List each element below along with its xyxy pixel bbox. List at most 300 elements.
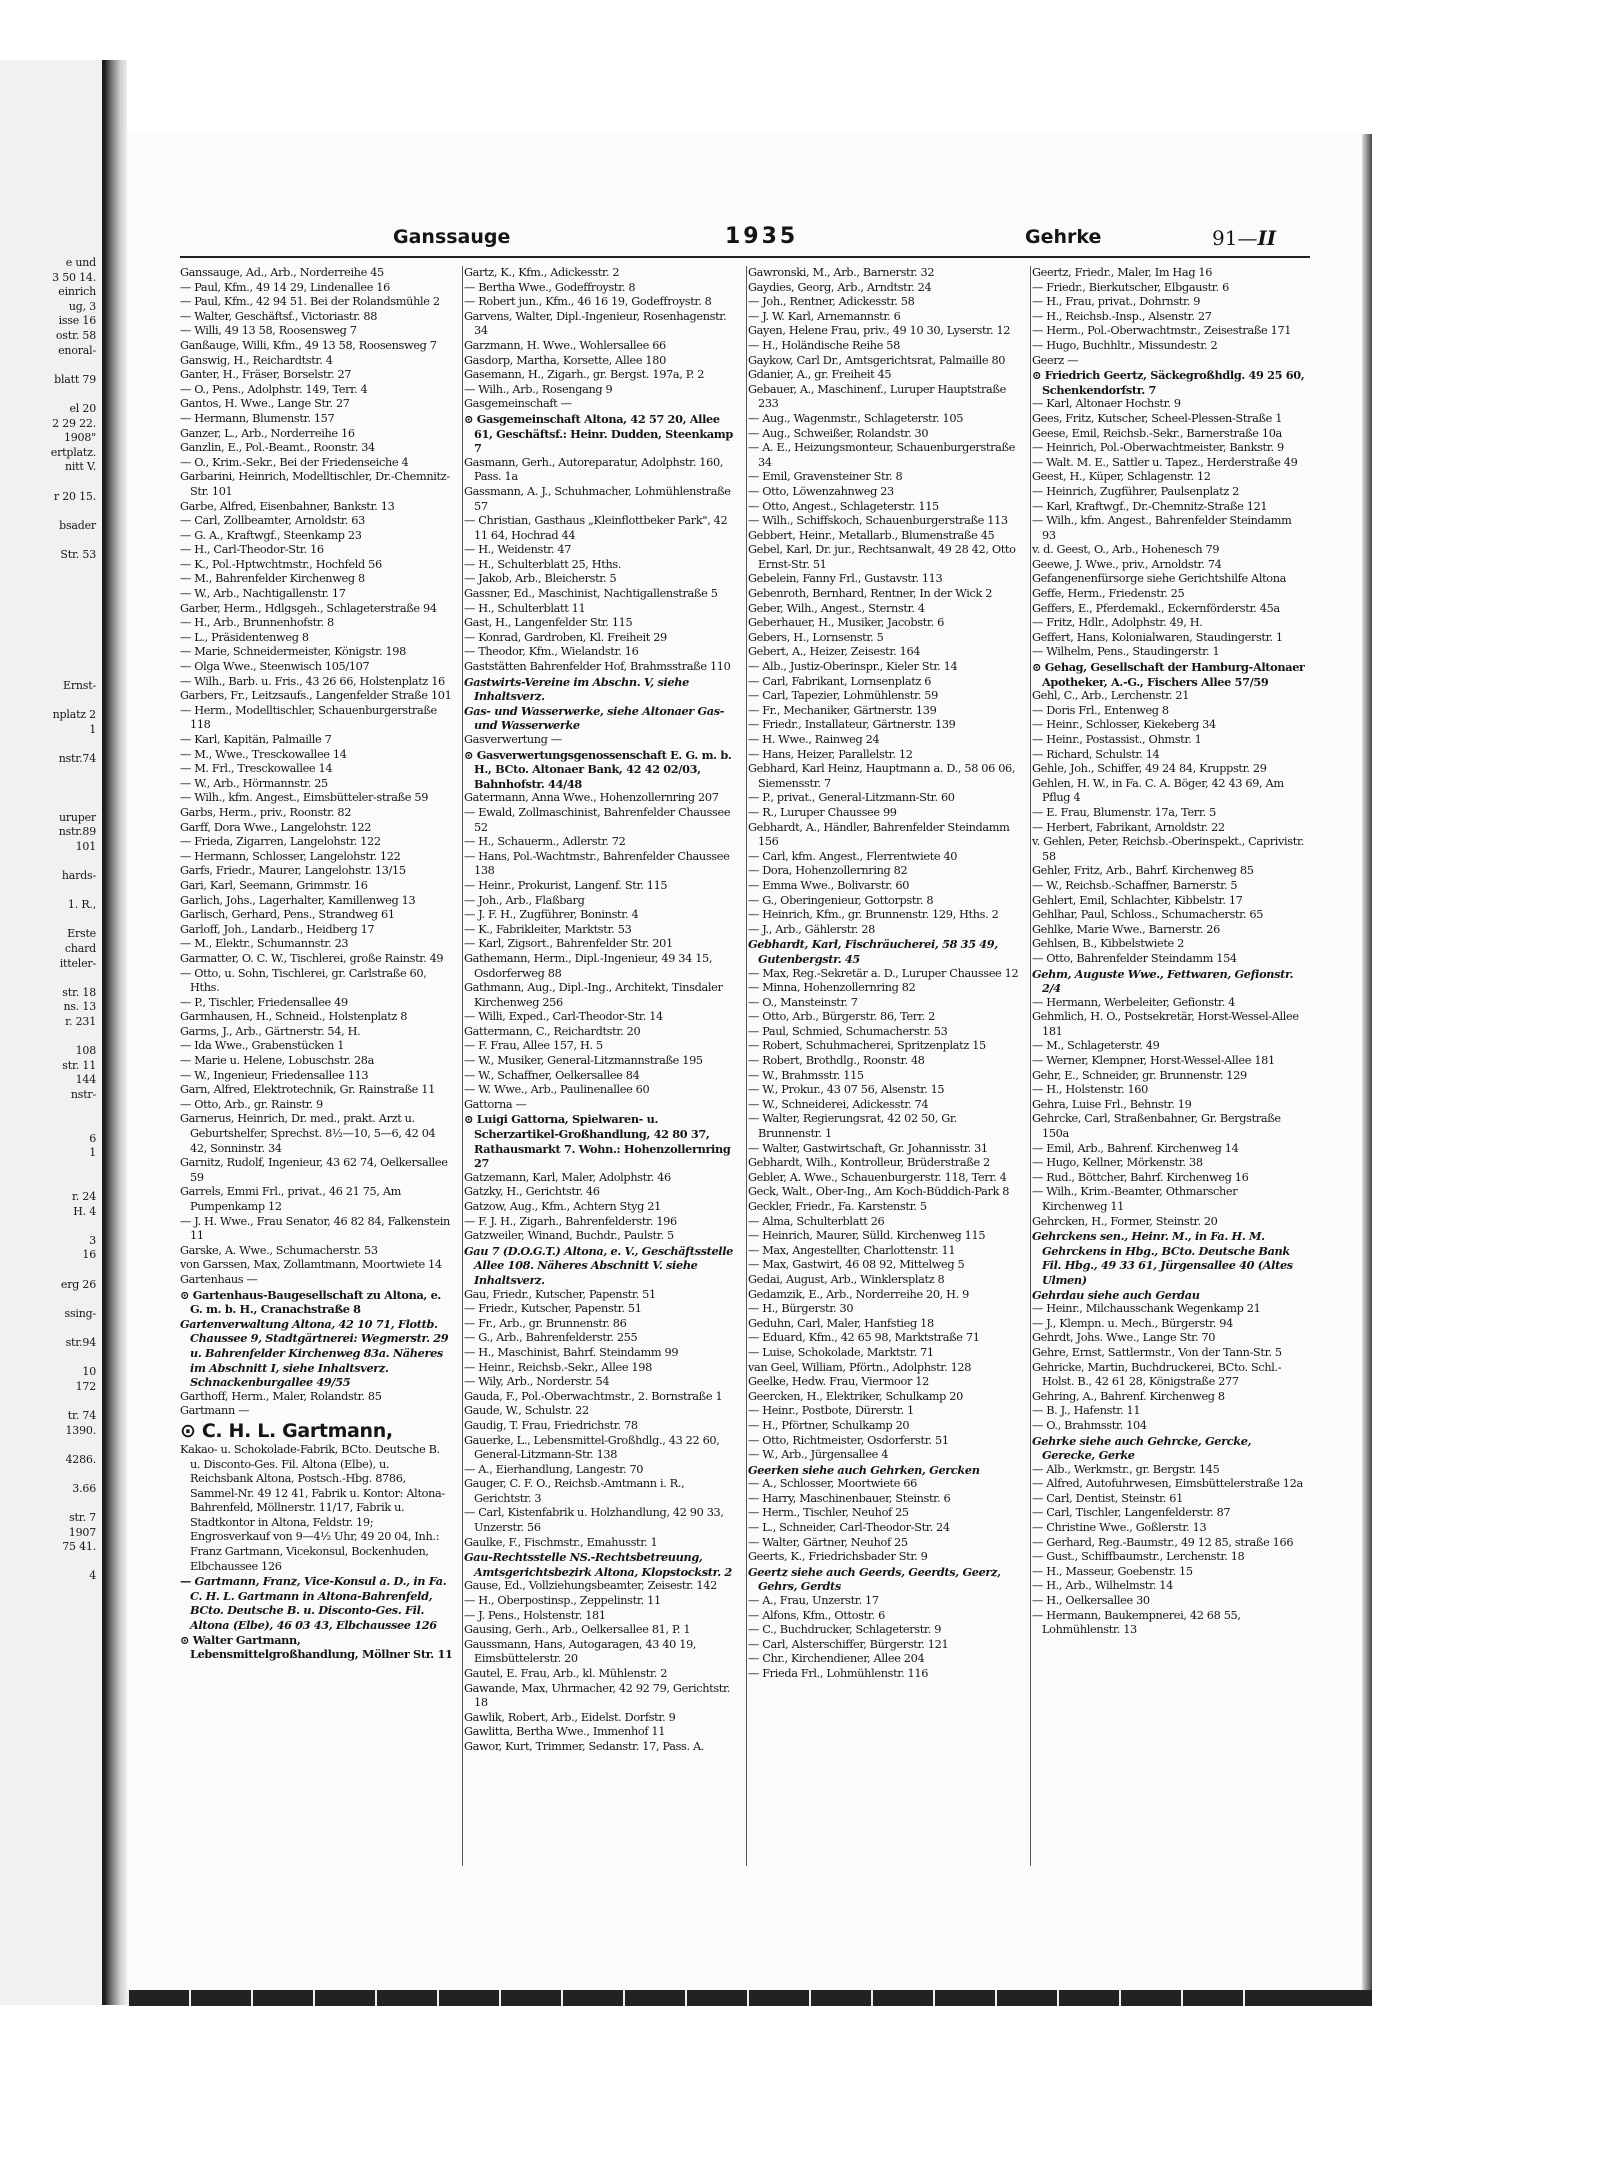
left-page-line (0, 1117, 102, 1132)
left-page-line (0, 1555, 102, 1570)
directory-entry: Garvens, Walter, Dipl.-Ingenieur, Rosenhagenstr. 34 (464, 309, 727, 338)
left-page-line: einrich (58, 285, 96, 299)
directory-entry: Garbs, Herm., priv., Roonstr. 82 (180, 805, 352, 819)
directory-entry: — Wilh., Barb. u. Fris., 43 26 66, Holstenplatz 16 (180, 674, 445, 688)
directory-entry: Garmhausen, H., Schneid., Holstenplatz 8 (180, 1010, 408, 1024)
directory-entry: — Walter, Regierungsrat, 42 02 50, Gr. Brunnenstr. 1 (748, 1112, 957, 1141)
directory-entry: — W., Schaffner, Oelkersallee 84 (464, 1068, 640, 1082)
directory-entry: Garzmann, H. Wwe., Wohlersallee 66 (464, 338, 666, 352)
left-page-line (0, 1029, 102, 1044)
directory-entry: van Geel, William, Pförtn., Adolphstr. 128 (748, 1360, 972, 1374)
directory-entry: — W., Schneiderei, Adickesstr. 74 (748, 1097, 929, 1111)
directory-entry: — G., Arb., Bahrenfelderstr. 255 (464, 1331, 638, 1345)
directory-entry: Gausing, Gerh., Arb., Oelkersallee 81, P. 1 (464, 1623, 691, 1637)
left-page-line: ug, 3 (68, 299, 96, 313)
directory-entry: Gebhardt, Wilh., Kontrolleur, Brüderstraße 2 (748, 1156, 990, 1170)
left-page-text-fragments (0, 256, 102, 1628)
left-page-line (0, 1351, 102, 1366)
left-page-line: 172 (75, 1379, 96, 1393)
left-page-line (0, 606, 102, 621)
left-page-line: tr. 74 (67, 1408, 96, 1422)
directory-entry: — Wily, Arb., Norderstr. 54 (464, 1375, 610, 1389)
directory-entry: — Heinr., Schlosser, Kiekeberg 34 (1032, 718, 1216, 732)
directory-entry: — H. Wwe., Rainweg 24 (748, 733, 880, 746)
directory-entry: — Emma Wwe., Bolivarstr. 60 (748, 878, 910, 892)
left-page-line (0, 971, 102, 986)
left-page-line (0, 1599, 102, 1614)
directory-entry: — Hermann, Werbeleiter, Gefionstr. 4 (1032, 995, 1236, 1009)
directory-entry: Gassmann, A. J., Schuhmacher, Lohmühlenstraße 57 (464, 484, 731, 513)
directory-entry: — Otto, Bahrenfelder Steindamm 154 (1032, 951, 1237, 965)
directory-entry: — L., Präsidentenweg 8 (180, 630, 309, 644)
directory-entry: — Heinr., Milchausschank Wegenkamp 21 (1032, 1302, 1261, 1316)
directory-entry: Gayen, Helene Frau, priv., 49 10 30, Lyserstr. 12 (748, 324, 1011, 338)
directory-entry: Gebert, A., Heizer, Zeisestr. 164 (748, 645, 921, 659)
directory-entry: ⊙ Gartenhaus-Baugesellschaft zu Altona, e. G. m. b. H., Cranachstraße 8 (180, 1287, 442, 1317)
directory-entry: — W., Arb., Nachtigallenstr. 17 (180, 587, 346, 601)
directory-entry: — Friedr., Installateur, Gärtnerstr. 139 (748, 718, 956, 732)
directory-entry: Gebhard, Karl Heinz, Hauptmann a. D., 58 06 06, Siemensstr. 7 (748, 762, 1016, 790)
directory-entry: Gehlert, Emil, Schlachter, Kibbelstr. 17 (1032, 893, 1243, 907)
left-page-line (0, 796, 102, 811)
left-page-line: enoral- (58, 343, 96, 357)
directory-entry: — M., Schlageterstr. 49 (1032, 1039, 1160, 1053)
left-page-line: r 20 15. (53, 489, 96, 503)
left-page-line (0, 592, 102, 607)
left-page-line: ostr. 58 (55, 328, 96, 342)
directory-entry: — W. Wwe., Arb., Paulinenallee 60 (464, 1083, 650, 1097)
directory-entry: v. Gehlen, Peter, Reichsb.-Oberinspekt., Caprivistr. 58 (1032, 835, 1304, 863)
directory-entry: — Wilh., kfm. Angest., Bahrenfelder Steindamm 93 (1032, 514, 1292, 542)
directory-entry: Gaydies, Georg, Arb., Arndtstr. 24 (748, 280, 932, 294)
directory-entry: — Otto, u. Sohn, Tischlerei, gr. Carlstraße 60, Hths. (180, 966, 427, 995)
right-page-edge (1362, 134, 1372, 2004)
directory-columns (180, 266, 1310, 1876)
directory-entry: Ganzlin, E., Pol.-Beamt., Roonstr. 34 (180, 441, 375, 455)
directory-entry: — Alb., Justiz-Oberinspr., Kieler Str. 14 (748, 660, 958, 674)
directory-entry: ⊙ Friedrich Geertz, Säckegroßhdlg. 49 25 60, Schenkendorfstr. 7 (1032, 368, 1305, 397)
directory-entry: — Carl, Zollbeamter, Arnoldstr. 63 (180, 514, 365, 528)
directory-entry: — Hermann, Schlosser, Langelohstr. 122 (180, 849, 401, 863)
directory-entry: — Friedr., Bierkutscher, Elbgaustr. 6 (1032, 280, 1229, 294)
directory-entry: — Bertha Wwe., Godeffroystr. 8 (464, 280, 636, 294)
directory-entry: Gedamzik, E., Arb., Norderreihe 20, H. 9 (748, 1287, 969, 1301)
directory-entry: — Herm., Pol.-Oberwachtmstr., Zeisestraße 171 (1032, 324, 1292, 338)
left-page-line: str. 7 (69, 1511, 96, 1525)
directory-entry: Ganssauge, Ad., Arb., Norderreihe 45 (180, 266, 384, 279)
left-page-line (0, 1292, 102, 1307)
directory-entry: — A., Frau, Unzerstr. 17 (748, 1594, 879, 1608)
directory-entry: — Paul, Kfm., 42 94 51. Bei der Rolandsmühle 2 (180, 295, 440, 309)
directory-entry: — G. A., Kraftwgf., Steenkamp 23 (180, 528, 362, 542)
directory-entry: — M., Elektr., Schumannstr. 23 (180, 937, 349, 951)
directory-entry: Garn, Alfred, Elektrotechnik, Gr. Rainstraße 11 (180, 1083, 435, 1097)
directory-entry: Gebhardt, A., Händler, Bahrenfelder Steindamm 156 (748, 820, 1010, 849)
directory-entry: — W., Ingenieur, Friedensallee 113 (180, 1068, 369, 1082)
directory-entry: — Frieda, Zigarren, Langelohstr. 122 (180, 835, 381, 849)
directory-entry: Gattorna — (464, 1097, 527, 1111)
directory-entry: — Hans, Heizer, Parallelstr. 12 (748, 747, 913, 761)
directory-entry: — Rud., Böttcher, Bahrf. Kirchenweg 16 (1032, 1170, 1249, 1184)
directory-entry: Gauerke, L., Lebensmittel-Großhdlg., 43 22 60, General-Litzmann-Str. 138 (464, 1433, 720, 1462)
left-page-line: el 20 (69, 401, 96, 415)
directory-entry: — Gerhard, Reg.-Baumstr., 49 12 85, straße 166 (1032, 1535, 1294, 1549)
directory-entry: — Carl, Fabrikant, Lornsenplatz 6 (748, 674, 932, 688)
directory-entry: Gauger, C. F. O., Reichsb.-Amtmann i. R., Gerichtstr. 3 (464, 1477, 685, 1505)
directory-entry: Gehrcke, Carl, Straßenbahner, Gr. Bergstraße 150a (1032, 1112, 1281, 1141)
directory-entry: — Carl, Tapezier, Lohmühlenstr. 59 (748, 689, 938, 703)
directory-entry: Gattermann, C., Reichardtstr. 20 (464, 1024, 641, 1038)
directory-entry: Geerken siehe auch Gehrken, Gercken (748, 1462, 980, 1477)
left-page-line (0, 1394, 102, 1409)
directory-entry: — H., Pförtner, Schulkamp 20 (748, 1418, 910, 1432)
directory-entry: — Christine Wwe., Goßlerstr. 13 (1032, 1521, 1207, 1535)
directory-entry: Garloff, Joh., Landarb., Heidberg 17 (180, 922, 375, 936)
directory-entry: ⊙ Gasgemeinschaft Altona, 42 57 20, Allee 61, Geschäftsf.: Heinr. Dudden, Steenkamp 7 (464, 411, 733, 456)
left-page-line: e und (65, 256, 96, 269)
directory-entry: Gauda, F., Pol.-Oberwachtmstr., 2. Bornstraße 1 (464, 1389, 723, 1403)
left-page-line (0, 387, 102, 402)
directory-entry: Gehre, Ernst, Sattlermstr., Von der Tann-Str. 5 (1032, 1345, 1282, 1359)
left-page-line: 108 (75, 1044, 96, 1058)
directory-entry: ⊙ Gasverwertungsgenossenschaft E. G. m. b. H., BCto. Altonaer Bank, 42 42 02/03, Bahnhofstr. 44/48 (464, 747, 732, 791)
directory-entry: — Wilhelm, Pens., Staudingerstr. 1 (1032, 645, 1220, 659)
directory-entry: Ganter, H., Fräser, Borselstr. 27 (180, 368, 352, 382)
page-part: II (1257, 226, 1277, 250)
directory-entry: — Konrad, Gardroben, Kl. Freiheit 29 (464, 630, 667, 644)
left-page-line: 1390. (65, 1423, 96, 1437)
directory-entry: — Theodor, Kfm., Wielandstr. 16 (464, 645, 639, 659)
directory-entry: — W., Reichsb.-Schaffner, Barnerstr. 5 (1032, 878, 1238, 892)
directory-entry: — Marie u. Helene, Lobuschstr. 28a (180, 1054, 375, 1068)
directory-entry: Gasverwertung — (464, 733, 562, 746)
directory-entry: — Joh., Rentner, Adickesstr. 58 (748, 295, 915, 309)
directory-entry: — Hugo, Buchhltr., Missundestr. 2 (1032, 338, 1218, 352)
directory-entry: Gehrcken, H., Former, Steinstr. 20 (1032, 1214, 1218, 1228)
directory-entry: — Walter, Gärtner, Neuhof 25 (748, 1535, 908, 1549)
directory-entry: — Alb., Werkmstr., gr. Bergstr. 145 (1032, 1462, 1220, 1476)
left-page-line (0, 1438, 102, 1453)
directory-entry: — Heinr., Prokurist, Langenf. Str. 115 (464, 878, 668, 892)
directory-entry: Gasgemeinschaft — (464, 397, 572, 411)
left-page-line: 1 (89, 723, 96, 736)
left-page-line: 1 (89, 1146, 96, 1160)
directory-entry: — W., Prokur., 43 07 56, Alsenstr. 15 (748, 1083, 945, 1097)
directory-entry: — O., Pens., Adolphstr. 149, Terr. 4 (180, 382, 368, 396)
directory-entry: — M., Bahrenfelder Kirchenweg 8 (180, 572, 365, 586)
directory-entry: — Walter, Gastwirtschaft, Gr. Johannisstr. 31 (748, 1141, 988, 1155)
directory-entry: — Ida Wwe., Grabenstücken 1 (180, 1039, 345, 1053)
directory-entry: Gast, H., Langenfelder Str. 115 (464, 616, 633, 630)
directory-entry: Gaykow, Carl Dr., Amtsgerichtsrat, Palmaille 80 (748, 353, 1006, 367)
left-page-line: hards- (61, 868, 96, 882)
directory-entry: Garthoff, Herm., Maler, Rolandstr. 85 (180, 1389, 382, 1403)
directory-entry: Gehler, Fritz, Arb., Bahrf. Kirchenweg 85 (1032, 864, 1254, 878)
directory-entry: — F. J. H., Zigarh., Bahrenfelderstr. 196 (464, 1214, 677, 1228)
directory-entry: Garfs, Friedr., Maurer, Langelohstr. 13/15 (180, 864, 406, 878)
directory-entry: v. d. Geest, O., Arb., Hohenesch 79 (1032, 543, 1220, 557)
directory-entry: — G., Oberingenieur, Gottorpstr. 8 (748, 893, 934, 907)
left-page-line: str. 11 (62, 1058, 96, 1072)
directory-column-4 (1032, 266, 1305, 1876)
directory-entry: Garnerus, Heinrich, Dr. med., prakt. Arzt u. Geburtshelfer, Sprechst. 8½—10, 5—6, 42 04 42, Sonninstr. 34 (180, 1112, 436, 1155)
left-page-line (0, 884, 102, 899)
left-page-line: chard (64, 941, 96, 955)
directory-entry: Geberhauer, H., Musiker, Jacobstr. 6 (748, 616, 944, 630)
directory-entry: Geewe, J. Wwe., priv., Arnoldstr. 74 (1032, 557, 1222, 571)
directory-entry: Gaude, W., Schulstr. 22 (464, 1404, 589, 1418)
left-page-line: 75 41. (62, 1540, 96, 1554)
left-page-line (0, 738, 102, 753)
directory-entry: — Alfons, Kfm., Ottostr. 6 (748, 1608, 885, 1622)
directory-entry: Gartenverwaltung Altona, 42 10 71, Flottb. Chaussee 9, Stadtgärtnerei: Wegmerstr. 29 u. Bahrenfelder Kirchenweg 83a. Näheres im Abschnitt I, siehe Inhaltsverz. Schnackenburgallee 49/55 (180, 1316, 449, 1390)
directory-entry: — Herm., Tischler, Neuhof 25 (748, 1506, 909, 1520)
directory-entry: — Max, Gastwirt, 46 08 92, Mittelweg 5 (748, 1258, 965, 1272)
directory-entry: Gause, Ed., Vollziehungsbeamter, Zeisestr. 142 (464, 1579, 717, 1593)
directory-entry: — W., Arb., Jürgensallee 4 (748, 1448, 889, 1462)
header-year: 1935 (725, 224, 799, 249)
directory-entry: — Heinrich, Kfm., gr. Brunnenstr. 129, Hths. 2 (748, 908, 999, 922)
left-page-line: nitt V. (64, 460, 96, 474)
directory-entry: — M., Wwe., Tresckowallee 14 (180, 747, 347, 761)
directory-entry: — Wilh., kfm. Angest., Eimsbütteler-straße 59 (180, 791, 429, 805)
directory-entry: — Luise, Schokolade, Marktstr. 71 (748, 1345, 934, 1359)
directory-entry: Geduhn, Carl, Maler, Hanfstieg 18 (748, 1316, 934, 1330)
directory-entry: Gebenroth, Bernhard, Rentner, In der Wick 2 (748, 587, 993, 601)
directory-entry: — Robert, Brothdlg., Roonstr. 48 (748, 1054, 925, 1068)
directory-entry: — H., Oelkersallee 30 (1032, 1594, 1150, 1608)
left-page-line (0, 504, 102, 519)
directory-entry: ⊙ Walter Gartmann, Lebensmittelgroßhandlung, Möllner Str. 11 (180, 1632, 453, 1662)
directory-entry: — E. Frau, Blumenstr. 17a, Terr. 5 (1032, 805, 1216, 819)
directory-entry: Ganzer, L., Arb., Norderreihe 16 (180, 426, 355, 440)
left-page-edge (0, 60, 105, 2005)
directory-entry: — H., Reichsb.-Insp., Alsenstr. 27 (1032, 309, 1212, 323)
directory-entry: Geffert, Hans, Kolonialwaren, Staudingerstr. 1 (1032, 630, 1283, 644)
left-page-line: bsader (59, 518, 96, 532)
left-page-line: 1907 (68, 1525, 96, 1539)
directory-entry: — W., Brahmsstr. 115 (748, 1068, 864, 1082)
directory-entry: Gebers, H., Lornsenstr. 5 (748, 630, 884, 644)
directory-entry: — Otto, Richtmeister, Osdorferstr. 51 (748, 1433, 949, 1447)
directory-entry: Gebauer, A., Maschinenf., Luruper Hauptstraße 233 (748, 382, 1006, 411)
left-page-line: r. 231 (65, 1014, 96, 1028)
directory-entry: — Carl, kfm. Angest., Flerrentwiete 40 (748, 849, 958, 863)
left-page-line: Erste (67, 927, 96, 941)
directory-entry: — Richard, Schulstr. 14 (1032, 747, 1160, 761)
directory-entry: Geber, Wilh., Angest., Sternstr. 4 (748, 601, 925, 615)
header-last-entry: Gehrke (1025, 226, 1102, 248)
directory-entry: — J. H. Wwe., Frau Senator, 46 82 84, Falkenstein 11 (180, 1214, 450, 1243)
left-page-line: 3.66 (72, 1481, 96, 1495)
directory-entry: — Carl, Tischler, Langenfelderstr. 87 (1032, 1506, 1231, 1520)
directory-entry: — Dora, Hohenzollernring 82 (748, 864, 908, 878)
directory-entry: — Fr., Arb., gr. Brunnenstr. 86 (464, 1316, 627, 1330)
directory-entry: Ganßauge, Willi, Kfm., 49 13 58, Roosensweg 7 (180, 338, 437, 352)
directory-entry: — O., Brahmsstr. 104 (1032, 1418, 1147, 1432)
left-page-line (0, 1496, 102, 1511)
directory-entry: ⊙ Luigi Gattorna, Spielwaren- u. Scherzartikel-Großhandlung, 42 80 37, Rathausmarkt 7. Wohn.: Hohenzollernring 27 (464, 1112, 731, 1171)
directory-entry: Gehm, Auguste Wwe., Fettwaren, Gefionstr. 2/4 (1032, 966, 1294, 996)
directory-entry: — Christian, Gasthaus „Kleinflottbeker Park", 42 11 64, Hochrad 44 (464, 514, 728, 542)
left-page-line: 2 29 22. (52, 416, 96, 430)
directory-entry: Geck, Walt., Ober-Ing., Am Koch-Büddich-Park 8 (748, 1185, 1010, 1199)
left-page-line (0, 635, 102, 650)
directory-entry: Gehrckens sen., Heinr. M., in Fa. H. M. Gehrckens in Hbg., BCto. Deutsche Bank Fil. Hbg., 49 33 61, Jürgensallee 40 (Altes Ulmen) (1032, 1229, 1293, 1287)
directory-entry: — W., Musiker, General-Litzmannstraße 195 (464, 1054, 703, 1068)
directory-entry: — Joh., Arb., Flaßbarg (464, 893, 585, 907)
directory-entry: — Ewald, Zollmaschinist, Bahrenfelder Chaussee 52 (464, 805, 731, 834)
directory-entry: Garbarini, Heinrich, Modelltischler, Dr.-Chemnitz-Str. 101 (180, 470, 450, 498)
directory-entry: — Willi, 49 13 58, Roosensweg 7 (180, 324, 357, 338)
left-page-line (0, 854, 102, 869)
directory-entry: — Wilh., Krim.-Beamter, Othmarscher Kirchenweg 11 (1032, 1185, 1238, 1213)
directory-entry: — Robert, Schuhmacherei, Spritzenplatz 15 (748, 1039, 986, 1053)
header-page-number (1212, 226, 1276, 250)
directory-entry: Gartmann — (180, 1404, 250, 1418)
directory-entry: Geerts, K., Friedrichsbader Str. 9 (748, 1550, 928, 1564)
directory-entry: Gehle, Joh., Schiffer, 49 24 84, Kruppstr. 29 (1032, 762, 1267, 776)
left-page-line: itteler- (59, 956, 96, 970)
directory-entry: Gastwirts-Vereine im Abschn. V, siehe Inhaltsverz. (464, 674, 689, 704)
left-page-line (0, 1467, 102, 1482)
directory-entry: Gaststätten Bahrenfelder Hof, Brahmsstraße 110 (464, 660, 731, 674)
directory-entry: Gehlhar, Paul, Schloss., Schumacherstr. 65 (1032, 908, 1264, 922)
directory-entry: — H., Maschinist, Bahrf. Steindamm 99 (464, 1345, 679, 1359)
left-page-line (0, 1175, 102, 1190)
directory-entry: Gehrke siehe auch Gehrcke, Gercke, Gerecke, Gerke (1032, 1433, 1252, 1463)
left-page-line (0, 781, 102, 796)
directory-entry: — F. Frau, Allee 157, H. 5 (464, 1039, 603, 1053)
directory-entry: — Fritz, Hdlr., Adolphstr. 49, H. (1032, 616, 1203, 630)
directory-entry: — C., Buchdrucker, Schlageterstr. 9 (748, 1623, 942, 1637)
directory-entry: — H., Carl-Theodor-Str. 16 (180, 543, 324, 557)
directory-entry: — Emil, Gravensteiner Str. 8 (748, 470, 903, 484)
directory-entry: Gathmann, Aug., Dipl.-Ing., Architekt, Tinsdaler Kirchenweg 256 (464, 981, 723, 1009)
left-page-line: r. 24 (71, 1190, 96, 1203)
directory-entry: Gawande, Max, Uhrmacher, 42 92 79, Gerichtstr. 18 (464, 1681, 731, 1710)
directory-entry: Gehra, Luise Frl., Behnstr. 19 (1032, 1097, 1192, 1111)
directory-entry: — Paul, Schmied, Schumacherstr. 53 (748, 1024, 948, 1038)
left-page-line (0, 577, 102, 592)
directory-entry: Gawlitta, Bertha Wwe., Immenhof 11 (464, 1725, 666, 1739)
directory-entry: — P., Tischler, Friedensallee 49 (180, 995, 348, 1009)
directory-entry: Gatermann, Anna Wwe., Hohenzollernring 207 (464, 791, 719, 805)
directory-entry: Garske, A. Wwe., Schumacherstr. 53 (180, 1243, 378, 1257)
directory-entry: Ganswig, H., Reichardtstr. 4 (180, 353, 333, 367)
directory-entry: — Gust., Schiffbaumstr., Lerchenstr. 18 (1032, 1550, 1245, 1564)
left-page-line (0, 533, 102, 548)
header-rule (180, 256, 1310, 258)
left-page-line (0, 913, 102, 928)
left-page-line (0, 1161, 102, 1176)
directory-entry: — Gartmann, Franz, Vice-Konsul a. D., in Fa. C. H. L. Gartmann in Altona-Bahrenfeld, BCto. Deutsche B. u. Disconto-Ges. Fil. Altona (Elbe), 46 03 43, Elbchaussee 126 (180, 1574, 447, 1633)
directory-entry: — Doris Frl., Entenweg 8 (1032, 703, 1169, 717)
left-page-line: 4 (89, 1569, 96, 1583)
directory-entry: Gehl, C., Arb., Lerchenstr. 21 (1032, 689, 1190, 703)
left-page-line: 101 (75, 839, 96, 853)
directory-entry: Geelke, Hedw. Frau, Viermoor 12 (748, 1375, 929, 1389)
directory-entry: — Max, Angestellter, Charlottenstr. 11 (748, 1243, 956, 1257)
directory-entry: — H., Frau, privat., Dohrnstr. 9 (1032, 295, 1201, 309)
left-page-line: Str. 53 (60, 547, 96, 561)
directory-entry: — Jakob, Arb., Bleicherstr. 5 (464, 572, 617, 586)
directory-entry: Gehrdau siehe auch Gerdau (1032, 1287, 1200, 1302)
page-header (180, 226, 1310, 254)
directory-entry: — H., Schauerm., Adlerstr. 72 (464, 835, 626, 849)
directory-entry: — Carl, Dentist, Steinstr. 61 (1032, 1491, 1183, 1505)
directory-entry: — Hugo, Kellner, Mörkenstr. 38 (1032, 1156, 1203, 1170)
directory-entry: — Robert jun., Kfm., 46 16 19, Godeffroystr. 8 (464, 295, 712, 309)
directory-entry: Gassner, Ed., Maschinist, Nachtigallenstraße 5 (464, 587, 718, 601)
directory-entry: — M. Frl., Tresckowallee 14 (180, 762, 333, 776)
left-page-line: Ernst- (63, 679, 96, 693)
directory-entry: Gantos, H. Wwe., Lange Str. 27 (180, 397, 350, 411)
directory-entry: Gartz, K., Kfm., Adickesstr. 2 (464, 266, 620, 279)
directory-entry: — Heinr., Postbote, Dürerstr. 1 (748, 1404, 914, 1418)
directory-entry: Gautel, E. Frau, Arb., kl. Mühlenstr. 2 (464, 1667, 668, 1680)
directory-entry: — Hermann, Baukempnerei, 42 68 55, Lohmühlenstr. 13 (1032, 1608, 1241, 1637)
directory-entry: Gehrdt, Johs. Wwe., Lange Str. 70 (1032, 1331, 1216, 1345)
directory-entry: Gefangenenfürsorge siehe Gerichtshilfe Altona (1032, 572, 1287, 586)
directory-entry: Gau, Friedr., Kutscher, Papenstr. 51 (464, 1287, 656, 1301)
directory-entry: — Hermann, Blumenstr. 157 (180, 411, 335, 425)
directory-entry: — Herm., Modelltischler, Schauenburgerstraße 118 (180, 703, 437, 732)
directory-entry: Gathemann, Herm., Dipl.-Ingenieur, 49 34 15, Osdorferweg 88 (464, 951, 713, 980)
directory-entry: Gebler, A. Wwe., Schauenburgerstr. 118, Terr. 4 (748, 1170, 1007, 1184)
directory-entry: — W., Arb., Hörmannstr. 25 (180, 776, 328, 790)
directory-entry: — Karl, Kraftwgf., Dr.-Chemnitz-Straße 121 (1032, 499, 1268, 513)
page-number: 91— (1212, 226, 1258, 250)
directory-entry: — K., Pol.-Hptwchtmstr., Hochfeld 56 (180, 557, 382, 571)
directory-entry: — H., Holändische Reihe 58 (748, 338, 900, 352)
directory-entry: Garber, Herm., Hdlgsgeh., Schlageterstraße 94 (180, 601, 437, 615)
directory-entry: Garmatter, O. C. W., Tischlerei, große Rainstr. 49 (180, 951, 444, 965)
directory-entry: Garlich, Johs., Lagerhalter, Kamillenweg 13 (180, 893, 416, 907)
directory-entry: Garff, Dora Wwe., Langelohstr. 122 (180, 820, 372, 834)
directory-entry: — H., Schulterblatt 11 (464, 601, 586, 615)
directory-entry: — Wilh., Schiffskoch, Schauenburgerstraße 113 (748, 514, 1008, 528)
directory-column-2 (464, 266, 737, 1876)
directory-entry: von Garssen, Max, Zollamtmann, Moortwiete 14 (180, 1258, 442, 1272)
directory-entry: Garnitz, Rudolf, Ingenieur, 43 62 74, Oelkersallee 59 (180, 1156, 448, 1184)
directory-entry: Gehmlich, H. O., Postsekretär, Horst-Wessel-Allee 181 (1032, 1010, 1299, 1038)
directory-entry: — J. F. H., Zugführer, Boninstr. 4 (464, 908, 639, 922)
left-page-line (0, 665, 102, 680)
directory-entry: — A., Eierhandlung, Langestr. 70 (464, 1462, 644, 1476)
directory-entry: — H., Arb., Brunnenhofstr. 8 (180, 616, 334, 630)
left-page-line: nstr.74 (58, 752, 96, 766)
directory-entry: Gatzow, Aug., Kfm., Achtern Styg 21 (464, 1200, 661, 1213)
directory-entry: — Harry, Maschinenbauer, Steinstr. 6 (748, 1491, 951, 1505)
directory-entry: Gees, Fritz, Kutscher, Scheel-Plessen-Straße 1 (1032, 411, 1283, 425)
directory-entry: — Fr., Mechaniker, Gärtnerstr. 139 (748, 703, 937, 717)
directory-entry: — J., Arb., Gählerstr. 28 (748, 922, 875, 936)
directory-entry: — Marie, Schneidermeister, Königstr. 198 (180, 645, 406, 659)
directory-entry: — Heinrich, Maurer, Sülld. Kirchenweg 115 (748, 1229, 986, 1243)
left-page-line (0, 358, 102, 373)
directory-entry: — H., Masseur, Goebenstr. 15 (1032, 1564, 1193, 1578)
directory-entry: — Heinr., Postassist., Ohmstr. 1 (1032, 733, 1202, 746)
left-page-line: uruper (58, 810, 96, 824)
directory-entry: Gas- und Wasserwerke, siehe Altonaer Gas- und Wasserwerke (464, 703, 725, 733)
left-page-line: 1908" (63, 431, 96, 445)
left-page-line (0, 1613, 102, 1628)
left-page-line (0, 562, 102, 577)
directory-entry: Geertz siehe auch Geerds, Geerdts, Geerz, Gehrs, Gerdts (748, 1564, 1001, 1594)
header-first-entry: Ganssauge (393, 226, 511, 248)
left-page-line (0, 475, 102, 490)
